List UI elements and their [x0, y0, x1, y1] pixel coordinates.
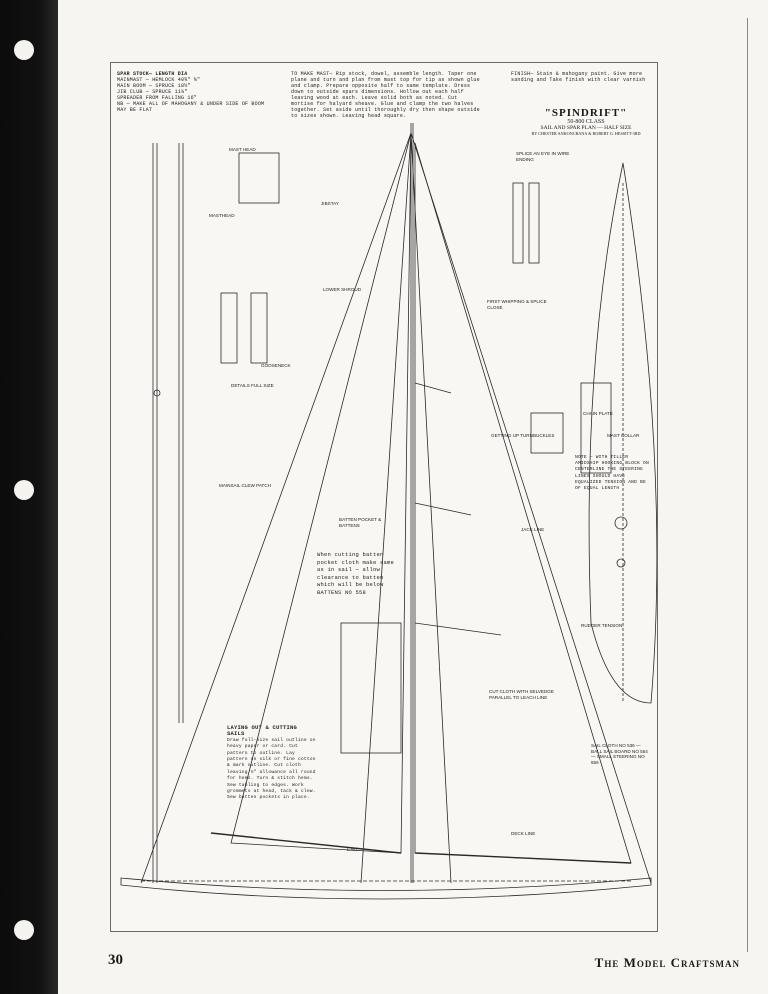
- mast-note-2: Prepare opposite half to same template. Dress down to outside spars dimensions. Hollow out each half leaving wood at each. Leave solid both as noted. Cut mortise for halyard sheave. Glue and clamp the two halves together. Set aside until thoroughly dry then shape outside to sizes shown. Leaving head square.: [291, 83, 480, 119]
- laying-out-title: LAYING OUT & CUTTING SAILS: [227, 724, 298, 738]
- sail-cloth-note: SAIL CLOTH NO 536 — BALL SAIL BOARD NO 554 — SMALL STEERING NO 556: [591, 743, 648, 765]
- magazine-name: The Model Craftsman: [594, 955, 740, 970]
- wire-note: FIRST WHIPPING & SPLICE CLOSE: [487, 299, 547, 310]
- punch-hole: [14, 920, 34, 940]
- gooseneck-label: GOOSENECK: [261, 363, 291, 368]
- turnbuckles-label: GETTING UP TURNBUCKLES: [491, 433, 555, 438]
- plan-subtitle: SAIL AND SPAR PLAN — HALF SIZE: [540, 125, 632, 131]
- spar-stock-row: MAINMAST — HEMLOCK 40¾" ⅝": [117, 77, 201, 83]
- main-boom: [415, 853, 631, 863]
- page-number: 30: [108, 952, 123, 968]
- eye-in-wire-note: SPLICE AN EYE IN WIRE ENDING: [516, 151, 570, 162]
- deck-line-label: DECK LINE: [511, 831, 536, 836]
- spar-stock-row: SPREADER FROM FALLING 16": [117, 95, 198, 101]
- laying-out-body: Draw full-size sail outline on heavy paper or card. Cut pattern to outline. Lay pattern on silk or fine cotton & mark outline. Cut cloth leaving ½" allowance all round for hems. Turn & stitch hems. Sew tabling to edges. Work grommets at head, tack & clew. Sew batten pockets in place.: [227, 737, 316, 801]
- mainsail-clew-label: MAINSAIL CLEW PATCH: [219, 483, 271, 488]
- backstay-line: [411, 133, 651, 883]
- batten-note: When cutting batten pocket cloth make same as in sail — allow clearance to batten which will be below BATTENS NO 558: [317, 551, 395, 596]
- finish-note: FINISH— Stain & mahogany paint. Give more sanding and Take finish with clear varnish: [511, 71, 646, 83]
- right-edge-rule: [747, 18, 748, 952]
- steering-note: NOTE — WITH TILLER AMIDSHIP HOOKING BLOCK ON CENTERLINE THE STEERING LINES SHOULD HAVE EQUALIZED TENSION AND BE OF EQUAL LENGTH: [575, 455, 649, 492]
- jib-sail-outline: [231, 133, 411, 853]
- mast-note-1: TO MAKE MAST— Rip stock, dowel, assemble length. Taper one plane and turn and plan from mast top for tip as shown glue and clamp.: [291, 71, 480, 89]
- punch-hole: [14, 480, 34, 500]
- sail-plan-linework: [111, 63, 657, 931]
- hull-outline: [121, 878, 651, 899]
- mast-collar-label: MAST COLLAR: [607, 433, 640, 438]
- chainplate-label: CHAIN PLATE: [583, 411, 613, 416]
- forestay-line: [141, 133, 411, 883]
- details-full-size-label: DETAILS FULL SIZE: [231, 383, 274, 388]
- punch-hole: [14, 40, 34, 60]
- mast-head-label: MAST HEAD: [229, 147, 256, 152]
- spar-stock-row: JIB CLUB — SPRUCE 11⅜": [117, 89, 188, 95]
- spar-stock-header: SPAR STOCK— LENGTH DIA: [117, 71, 188, 77]
- spar-stock-row: MAIN BOOM — SPRUCE 18½": [117, 83, 191, 89]
- masthead-label: MASTHEAD: [209, 213, 235, 218]
- plan-authors: BY CHESTER ANKONCRANA & ROBERT G. HESSITT-3RD: [531, 131, 641, 136]
- spar-note: NB — MAKE ALL OF MAHOGANY & UNDER SIDE OF BOOM MAY BE FLAT: [117, 101, 265, 113]
- lwl-label: L.W.L.: [347, 847, 361, 852]
- lower-shroud-label: LOWER SHROUD: [323, 287, 362, 292]
- plan-class: 50-800 CLASS: [567, 119, 605, 125]
- jibstay-label: JIBSTAY: [321, 201, 339, 206]
- jack-line-label: JACK LINE: [521, 527, 545, 532]
- rudder-label: RUDDER TENSION: [581, 623, 623, 628]
- sail-plan-drawing: [110, 62, 658, 932]
- cut-cloth-note: CUT CLOTH WITH SELVEDGE PARALLEL TO LEACH LINE: [489, 689, 554, 700]
- jib-club: [211, 833, 401, 853]
- plan-title: "SPINDRIFT": [544, 107, 628, 119]
- batten-pocket-label: BATTEN POCKET & BATTENS: [339, 517, 382, 528]
- binding-edge: [0, 0, 58, 994]
